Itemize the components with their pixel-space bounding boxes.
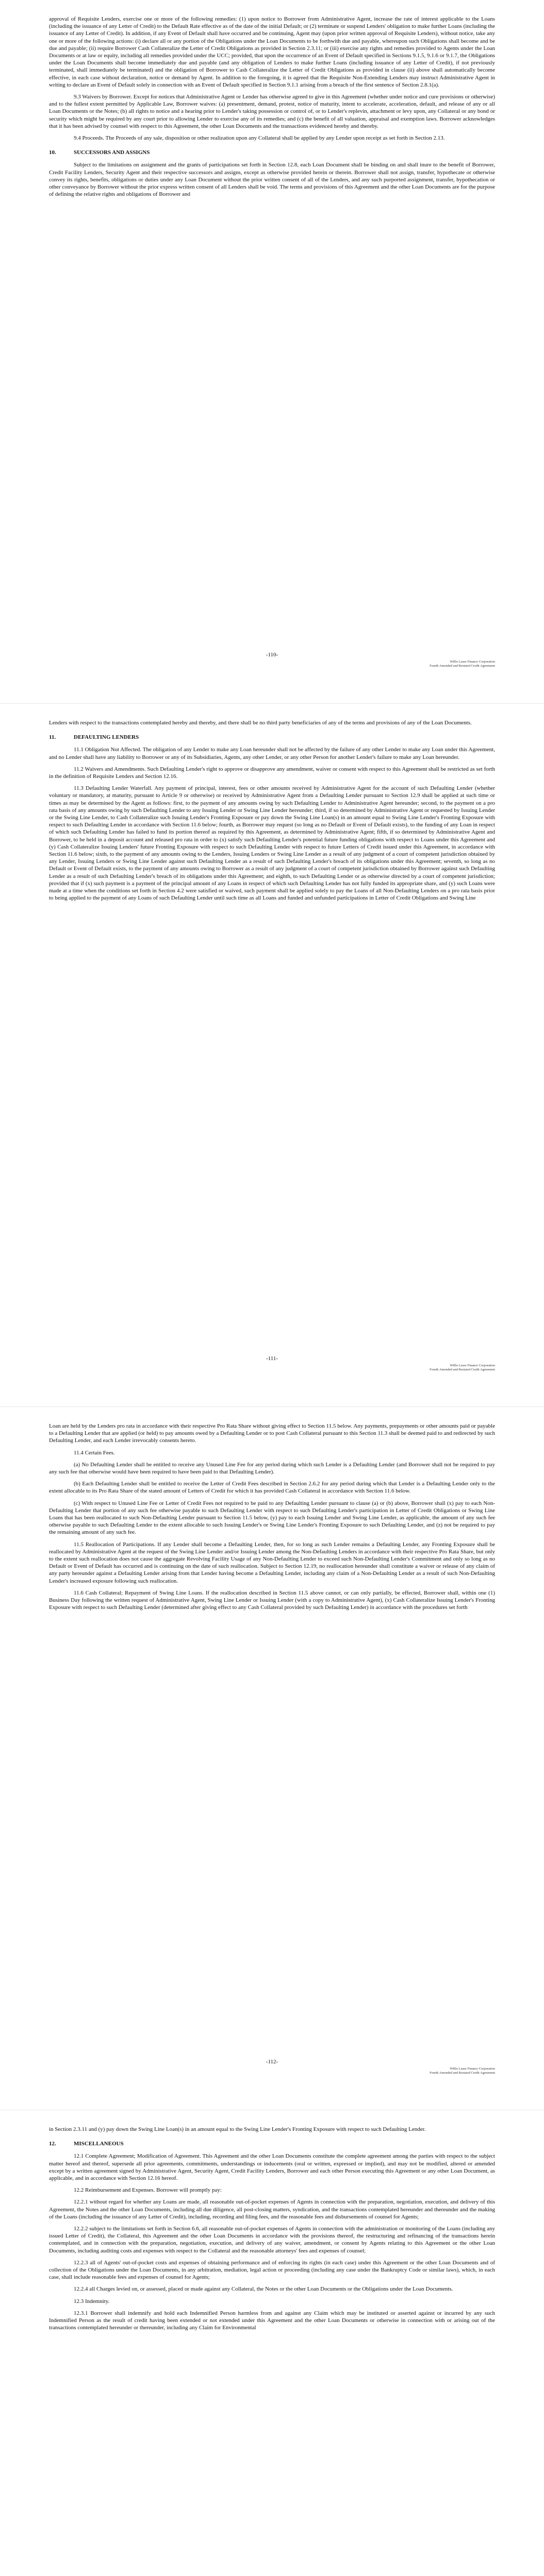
section-heading	[49, 2140, 495, 2147]
page-113	[0, 2110, 544, 2576]
paragraph-11-4-a: (a) No Defaulting Lender shall be entitled to receive any Unused Line Fee for any period during which such Lender is a Defaulting Lender (and Borrower shall not be required to pay any such fee that otherwise would have been required to have been paid to that Defaulting Lender).	[49, 1461, 495, 1476]
page-number: -111-	[266, 1355, 278, 1362]
section-heading	[49, 149, 495, 156]
page-body	[49, 2126, 495, 2336]
footer-company-name: Willis Lease Finance Corporation	[450, 1364, 495, 1367]
paragraph-9-3: 9.3 Waivers by Borrower. Except for notices that Administrative Agent or Lender has otherwise agreed to give in this Agreement (whether under notice and cure provisions or otherwise) and to the fullest extent permitted by Applicable Law, Borrower waives: (a) presentment, demand, protest, notice of maturity, intent to accelerate, acceleration, default, and release of any or all Loan Documents or the Notes; (b) all rights to notice and a hearing prior to Lender's taking possession or control of, or to Lender's replevin, attachment or levy upon, any Collateral or any bond or security which might be required by any court prior to allowing Lender to exercise any of its remedies; and (c) the benefit of all valuation, appraisal and exemption laws. Borrower acknowledges that it has been advised by counsel with respect to this Agreement, the other Loan Documents and the transactions evidenced hereby and thereby.	[49, 94, 495, 129]
footer-document-title: Fourth Amended and Restated Credit Agreement	[430, 1368, 495, 1371]
section-heading	[49, 734, 495, 741]
paragraph-11-3: 11.3 Defaulting Lender Waterfall. Any payment of principal, interest, fees or other amounts received by Administrative Agent for the account of such Defaulting Lender (whether voluntary or mandatory, at maturity, pursuant to Article 9 or otherwise) or received by Administrative Agent from a Defaulting Lender pursuant to Section 12.9 shall be applied at such time or times as may be determined by the Agent as follows: first, to the payment of any amounts owing by such Defaulting Lender to Administrative Agent hereunder; second, to the payment on a pro rata basis of any amounts owing by such Defaulting Lender to any Issuing Lender or Swing Line Lender hereunder; third, if so determined by Administrative Agent or requested by Issuing Lender or the Swing Line Lender, to Cash Collateralize such Issuing Lender's Fronting Exposure or pay down the Swing Line Loan(s) in an amount equal to Swing Line Lender's Fronting Exposure with respect to such Defaulting Lender in accordance with Section 11.6 below; fourth, as Borrower may request (so long as no Default or Event of Default exists), to the funding of any Loan in respect of which such Defaulting Lender has failed to fund its portion thereof as required by this Agreement, as determined by Administrative Agent; fifth, if so determined by Administrative Agent and Borrower, to be held in a deposit account and released pro rata in order to (x) satisfy such Defaulting Lender's potential future funding obligations with respect to Loans under this Agreement and (y) Cash Collateralize Issuing Lenders' future Fronting Exposure with respect to such Defaulting Lender with respect to future Letters of Credit issued under this Agreement, in accordance with Section 11.6 below; sixth, to the payment of any amounts owing to the Lenders, Issuing Lenders or Swing Line Lender as a result of any judgment of a court of competent jurisdiction obtained by any Lender, Issuing Lenders or Swing Line Lender against such Defaulting Lender as a result of such Defaulting Lender's breach of its obligations under this Agreement; seventh, so long as no Default or Event of Default exists, to the payment of any amounts owing to Borrower as a result of any judgment of a court of competent jurisdiction obtained by Borrower against such Defaulting Lender as a result of such Defaulting Lender's breach of its obligations under this Agreement; and eighth, to such Defaulting Lender or as otherwise directed by a court of competent jurisdiction; provided that if (x) such payment is a payment of the principal amount of any Loans in respect of which such Defaulting Lender has not fully funded its appropriate share, and (y) such Loans were made at a time when the conditions set forth in Section 4.2 were satisfied or waived, such payment shall be applied solely to pay the Loans of all Non-Defaulting Lenders on a pro rata basis prior to being applied to the payment of any Loans of such Defaulting Lender until such time as all Loans and funded and unfunded participations in Letter of Credit Obligations and Swing Line	[49, 785, 495, 902]
page-footer	[49, 2059, 495, 2075]
footer-company	[430, 1364, 495, 1372]
page-footer	[49, 1355, 495, 1371]
paragraph-11-4-c: (c) With respect to Unused Line Fee or Letter of Credit Fees not required to be paid to any Defaulting Lender pursuant to clause (a) or (b) above, Borrower shall (x) pay to each Non-Defaulting Lender that portion of any such fee otherwise payable to such Defaulting Lender with respect to such Defaulting Lender's participation in Letter of Credit Obligations or Swing Line Loans that has been reallocated to such Non-Defaulting Lender pursuant to Section 11.5 below, (y) pay to each Issuing Lender and Swing Line Lender, as applicable, the amount of any such fee otherwise payable to such Defaulting Lender to the extent allocable to such Issuing Lender's or Swing Line Lender's Fronting Exposure to such Defaulting Lender, and (z) not be required to pay the remaining amount of any such fee.	[49, 1500, 495, 1536]
section-title: SUCCESSORS AND ASSIGNS	[74, 149, 150, 156]
page-number: -112-	[266, 2059, 278, 2065]
footer-company-name: Willis Lease Finance Corporation	[450, 660, 495, 664]
paragraph-12-3: 12.3 Indemnity.	[74, 2298, 110, 2304]
paragraph-12-2-2: 12.2.2 subject to the limitations set forth in Section 6.6, all reasonable out-of-pocket expenses of Agents in connection with the administration or monitoring of the Loans (including any issued Letter of Credit), the Collateral, this Agreement and the other Loan Documents in accordance with the provisions thereof, the restructuring and refinancing of the transactions herein contemplated, and in connection with the preparation, negotiation, execution, and delivery of any waiver, amendment, or consent by Agents relating to this Agreement or the other Loan Documents, including auditing costs and expenses with respect to the Collateral and the reasonable attorneys' fees and expenses of counsel;	[49, 2226, 495, 2254]
paragraph-11-4-b: (b) Each Defaulting Lender shall be entitled to receive the Letter of Credit Fees described in Section 2.6.2 for any period during which that Lender is a Defaulting Lender only to the extent allocable to its Pro Rata Share of the stated amount of Letters of Credit for which it has provided Cash Collateral in accordance with Section 11.6 below.	[49, 1481, 495, 1495]
paragraph: Loan are held by the Lenders pro rata in accordance with their respective Pro Rata Share without giving effect to Section 11.5 below. Any payments, prepayments or other amounts paid or payable to a Defaulting Lender that are applied (or held) to pay amounts owed by a Defaulting Lender or to post Cash Collateral pursuant to this Section 11.3 shall be deemed paid to and redirected by such Defaulting Lender, and each Lender irrevocably consents hereto.	[49, 1423, 495, 1444]
section-number: 12.	[49, 2141, 56, 2147]
section-number: 11.	[49, 734, 56, 741]
paragraph-12-2-1: 12.2.1 without regard for whether any Loans are made, all reasonable out-of-pocket expenses of Agents in connection with the preparation, negotiation, execution, and delivery of this Agreement, the Notes and the other Loan Documents, including all due diligence, all post-closing matters, syndication, and the transactions contemplated hereunder and thereunder and the making of the Loans (including the issuance of any Letter of Credit), including, recording and filing fees, and the reasonable fees and disbursements of counsel for Agents;	[49, 2199, 495, 2220]
page-110	[0, 0, 544, 703]
footer-company-name: Willis Lease Finance Corporation	[450, 2067, 495, 2071]
page-body	[49, 15, 495, 202]
paragraph-12-3-1: 12.3.1 Borrower shall indemnify and hold each Indemnified Person harmless from and against any Claim which may be instituted or asserted against or incurred by any such Indemnified Person as the result of credit having been extended or not extended under this Agreement and the other Loan Documents or otherwise in connection with or arising out of the transactions contemplated hereunder or thereunder, including any Claim for Environmental	[49, 2310, 495, 2331]
paragraph: Subject to the limitations on assignment and the grants of participations set forth in Section 12.8, each Loan Document shall be binding on and shall inure to the benefit of Borrower, Credit Facility Lenders, Security Agent and their respective successors and assigns, except as otherwise provided herein or therein. Borrower shall not assign, transfer, hypothecate or otherwise convey its rights, benefits, obligations or duties under any Loan Document without the prior written consent of all of the Lenders, and any such purported assignment, transfer, hypothecation or other conveyance by Borrower without the prior express written consent of all Lenders shall be void. The terms and provisions of this Agreement and the other Loan Documents are for the purpose of defining the relative rights and obligations of Borrower and	[49, 162, 495, 198]
paragraph: in Section 2.3.11 and (y) pay down the Swing Line Loan(s) in an amount equal to the Swing Line Lender's Fronting Exposure with respect to such Defaulting Lender.	[49, 2126, 426, 2132]
paragraph-11-6: 11.6 Cash Collateral; Repayment of Swing Line Loans. If the reallocation described in Section 11.5 above cannot, or can only partially, be effected, Borrower shall, within one (1) Business Day following the written request of Administrative Agent, Swing Line Lender or Issuing Lender (with a copy to Administrative Agent), (x) Cash Collateralize Issuing Lender's Fronting Exposure with respect to such Defaulting Lender (determined after giving effect to any Cash Collateral provided by such Defaulting Lender) in accordance with the procedures set forth	[49, 1589, 495, 1611]
footer-company	[430, 660, 495, 668]
page-footer	[49, 652, 495, 668]
paragraph-12-2-3: 12.2.3 all of Agents' out-of-pocket costs and expenses of obtaining performance and of enforcing its rights (in each case) under this Agreement or the other Loan Documents and of collection of the Obligations under the Loan Documents, in any arbitration, mediation, legal action or proceeding (including any case under the Bankruptcy Code or similar laws), which, in each case, shall include reasonable fees and expenses of counsel for Agents;	[49, 2259, 495, 2281]
footer-company	[430, 2067, 495, 2075]
page-number: -110-	[266, 652, 278, 658]
page-112	[0, 1406, 544, 2110]
subheading-11-4: 11.4 Certain Fees.	[74, 1449, 115, 1456]
paragraph-12-2-4: 12.2.4 all Charges levied on, or assessed, placed or made against any Collateral, the Notes or the other Loan Documents or the Obligations under the Loan Documents.	[74, 2286, 453, 2293]
paragraph-12-2: 12.2 Reimbursement and Expenses. Borrower will promptly pay:	[74, 2187, 222, 2194]
section-title: MISCELLANEOUS	[74, 2141, 124, 2147]
section-number: 10.	[49, 149, 56, 156]
paragraph-11-5: 11.5 Reallocation of Participations. If any Lender shall become a Defaulting Lender, then, for so long as such Lender remains a Defaulting Lender, any Fronting Exposure shall be reallocated by Administrative Agent at the request of the Swing Line Lender and/or Issuing Lender among the Non-Defaulting Lenders in accordance with their respective Pro Rata Share, but only to the extent such reallocation does not cause the aggregate Revolving Facility Usage of any Non-Defaulting Lender to exceed such Non-Defaulting Lender's Commitment and only so long as no Default or Event of Default has occurred and is continuing on the date of such reallocation. Subject to Section 12.19, no reallocation hereunder shall constitute a waiver or release of any claim of any party hereunder against a Defaulting Lender arising from that Lender having become a Defaulting Lender, including any claim of a Non-Defaulting Lender as a result of such Non-Defaulting Lender's increased exposure following such reallocation.	[49, 1541, 495, 1584]
footer-document-title: Fourth Amended and Restated Credit Agreement	[430, 664, 495, 668]
paragraph-9-4: 9.4 Proceeds. The Proceeds of any sale, disposition or other realization upon any Collateral shall be applied by any Lender upon receipt as set forth in Section 2.13.	[74, 135, 445, 142]
footer-document-title: Fourth Amended and Restated Credit Agreement	[430, 2071, 495, 2075]
section-title: DEFAULTING LENDERS	[74, 734, 139, 741]
page-111	[0, 703, 544, 1407]
paragraph-12-1: 12.1 Complete Agreement; Modification of Agreement. This Agreement and the other Loan Documents constitute the complete agreement among the parties with respect to the subject matter hereof and thereof, supersede all prior agreements, commitments, understandings or inducements (oral or written, expressed or implied), and may not be modified, altered or amended except by a written agreement signed by Administrative Agent, Security Agent, Credit Facility Lenders, Borrower and each other Person executing this Agreement or any other Loan Document, as applicable, and in accordance with Section 12.16 hereof.	[49, 2153, 495, 2182]
paragraph: Lenders with respect to the transactions contemplated hereby and thereby, and there shall be no third party beneficiaries of any of the terms and provisions of any of the Loan Documents.	[49, 720, 472, 726]
page-body	[49, 1422, 495, 1616]
paragraph-11-2: 11.2 Waivers and Amendments. Such Defaulting Lender's right to approve or disapprove any amendment, waiver or consent with respect to this Agreement shall be restricted as set forth in the definition of Requisite Lenders and Section 12.16.	[49, 766, 495, 780]
page-body	[49, 719, 495, 906]
paragraph-11-1: 11.1 Obligation Not Affected. The obligation of any Lender to make any Loan hereunder shall not be affected by the failure of any other Lender to make any Loan under this Agreement, and no Lender shall have any liability to Borrower or any of its Subsidiaries, Agents, any other Lender, or any other Person for another Lender's failure to make any Loan hereunder.	[49, 747, 495, 760]
paragraph: approval of Requisite Lenders, exercise one or more of the following remedies: (1) upon notice to Borrower from Administrative Agent, increase the rate of interest applicable to the Loans (including the issuance of any Letter of Credit) to the Default Rate effective as of the date of the initial Default; or (2) terminate or suspend Lenders' obligation to make further Loans (including the issuance of any Letter of Credit). In addition, if any Event of Default shall have occurred and be continuing, Agent may (upon prior written approval of Requisite Lenders), without notice, take any one or more of the following actions: (i) declare all or any portion of the Obligations under the Loan Documents to be forthwith due and payable, whereupon such Obligations shall become and be due and payable; (ii) require Borrower Cash Collateralize the Letter of Credit Obligations as provided in Section 2.3.11; or (iii) exercise any rights and remedies provided to Agents under the Loan Documents or at law or equity, including all remedies provided under the UCC; provided, that upon the occurrence of an Event of Default specified in Sections 9.1.5, 9.1.6 or 9.1.7, the Obligations under the Loan Documents shall become immediately due and payable (and any obligation of Lenders to make further Loans (including issuance of any Letter of Credit), if not previously terminated, shall immediately be terminated) and the obligation of Borrower to Cash Collateralize the Letter of Credit Obligations as provided in clause (ii) above shall automatically become effective, in each case without declaration, notice or demand by Agent. In addition to the foregoing, it is agreed that the Requisite Non-Extending Lenders may instruct Administrative Agent in writing to declare an Event of Default solely in connection with an Event of Default specified in Section 9.1.1 arising from a breach of the first sentence of Section 2.8.1(a).	[49, 16, 495, 88]
